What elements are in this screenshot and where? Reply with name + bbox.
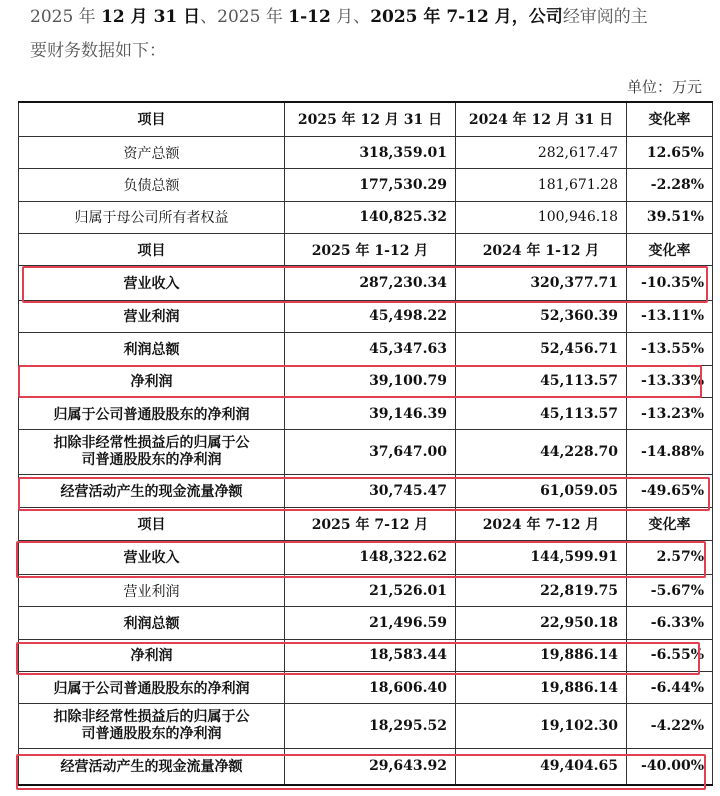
table-row [19, 201, 713, 233]
value-2024: 52,360.39 [456, 300, 627, 332]
header-item: 项目 [19, 508, 285, 540]
change-rate: -13.33% [627, 365, 713, 397]
change-rate: -14.88% [627, 430, 713, 475]
change-rate: -13.11% [627, 300, 713, 332]
change-rate: -5.67% [627, 574, 713, 606]
row-label: 负债总额 [19, 169, 285, 201]
intro-text: 、2025 年 [200, 7, 289, 27]
value-2025: 37,647.00 [285, 430, 456, 475]
section3-header-row [19, 508, 713, 540]
row-label: 归属于公司普通股股东的净利润 [19, 397, 285, 429]
value-2025: 39,100.79 [285, 365, 456, 397]
value-2024: 282,617.47 [456, 136, 627, 168]
intro-text: 月、 [330, 7, 371, 27]
value-2025: 29,643.92 [285, 748, 456, 785]
value-2025: 39,146.39 [285, 397, 456, 429]
change-rate: -10.35% [627, 266, 713, 300]
change-rate: -6.33% [627, 607, 713, 639]
intro-line-1 [30, 0, 710, 34]
row-label: 归属于母公司所有者权益 [19, 201, 285, 233]
value-2025: 18,583.44 [285, 639, 456, 671]
value-2024: 181,671.28 [456, 169, 627, 201]
row-label-line: 扣除非经常性损益后的归属于公 [53, 435, 250, 452]
header-change-rate: 变化率 [627, 102, 713, 136]
value-2024: 19,102.30 [456, 704, 627, 749]
change-rate: -2.28% [627, 169, 713, 201]
table-row [19, 704, 713, 749]
value-2025: 140,825.32 [285, 201, 456, 233]
row-label: 经营活动产生的现金流量净额 [19, 474, 285, 507]
unit-label: 单位：万元 [626, 78, 702, 96]
row-label: 利润总额 [19, 607, 285, 639]
change-rate: -40.00% [627, 748, 713, 785]
financial-data-table [18, 101, 713, 786]
table-row [19, 169, 713, 201]
value-2025: 21,526.01 [285, 574, 456, 606]
table-row [19, 607, 713, 639]
change-rate: 39.51% [627, 201, 713, 233]
row-label: 资产总额 [19, 136, 285, 168]
value-2025: 148,322.62 [285, 540, 456, 574]
value-2024: 49,404.65 [456, 748, 627, 785]
intro-text: 1-12 [288, 7, 331, 27]
value-2024: 61,059.05 [456, 474, 627, 507]
table-row [19, 365, 713, 397]
value-2024: 22,950.18 [456, 607, 627, 639]
value-2024: 144,599.91 [456, 540, 627, 574]
change-rate: 12.65% [627, 136, 713, 168]
row-label: 净利润 [19, 365, 285, 397]
row-label: 营业收入 [19, 540, 285, 574]
value-2024: 100,946.18 [456, 201, 627, 233]
table-row [19, 136, 713, 168]
change-rate: -6.55% [627, 639, 713, 671]
header-period-prior: 2024 年 1-12 月 [456, 234, 627, 266]
value-2025: 177,530.29 [285, 169, 456, 201]
intro-paragraph [30, 0, 710, 68]
header-item: 项目 [19, 234, 285, 266]
row-label: 营业利润 [19, 300, 285, 332]
row-label: 营业利润 [19, 574, 285, 606]
row-label: 利润总额 [19, 333, 285, 365]
value-2025: 18,606.40 [285, 672, 456, 704]
table-row [19, 430, 713, 475]
change-rate: -13.23% [627, 397, 713, 429]
value-2025: 45,347.63 [285, 333, 456, 365]
header-item: 项目 [19, 102, 285, 136]
value-2024: 45,113.57 [456, 365, 627, 397]
value-2024: 22,819.75 [456, 574, 627, 606]
change-rate: -6.44% [627, 672, 713, 704]
header-period-current: 2025 年 1-12 月 [285, 234, 456, 266]
header-period-current: 2025 年 12 月 31 日 [285, 102, 456, 136]
change-rate: -49.65% [627, 474, 713, 507]
header-period-prior: 2024 年 7-12 月 [456, 508, 627, 540]
table-row [19, 266, 713, 300]
value-2024: 45,113.57 [456, 397, 627, 429]
value-2025: 18,295.52 [285, 704, 456, 749]
intro-text: 12 月 31 日 [101, 7, 201, 27]
value-2025: 30,745.47 [285, 474, 456, 507]
row-label: 净利润 [19, 639, 285, 671]
table-row [19, 639, 713, 671]
intro-text: 2025 年 7-12 月，公司 [370, 7, 563, 27]
table-row [19, 748, 713, 785]
table-row [19, 333, 713, 365]
value-2025: 287,230.34 [285, 266, 456, 300]
table-row [19, 672, 713, 704]
value-2025: 21,496.59 [285, 607, 456, 639]
change-rate: -13.55% [627, 333, 713, 365]
row-label-line: 司普通股股东的净利润 [81, 726, 222, 743]
section2-header-row [19, 234, 713, 266]
change-rate: -4.22% [627, 704, 713, 749]
row-label [19, 704, 285, 749]
intro-line-2: 要财务数据如下： [30, 41, 166, 61]
row-label: 营业收入 [19, 266, 285, 300]
header-period-current: 2025 年 7-12 月 [285, 508, 456, 540]
value-2025: 45,498.22 [285, 300, 456, 332]
row-label: 经营活动产生的现金流量净额 [19, 748, 285, 785]
value-2024: 320,377.71 [456, 266, 627, 300]
table-row [19, 574, 713, 606]
value-2024: 44,228.70 [456, 430, 627, 475]
value-2025: 318,359.01 [285, 136, 456, 168]
header-change-rate: 变化率 [627, 234, 713, 266]
intro-text: 经审阅的主 [562, 7, 648, 27]
table-row [19, 474, 713, 507]
row-label-line: 司普通股股东的净利润 [81, 452, 222, 469]
table-row [19, 540, 713, 574]
header-period-prior: 2024 年 12 月 31 日 [456, 102, 627, 136]
value-2024: 52,456.71 [456, 333, 627, 365]
intro-text: 2025 年 [30, 7, 102, 27]
change-rate: 2.57% [627, 540, 713, 574]
value-2024: 19,886.14 [456, 672, 627, 704]
value-2024: 19,886.14 [456, 639, 627, 671]
row-label-line: 扣除非经常性损益后的归属于公 [53, 709, 250, 726]
row-label: 归属于公司普通股股东的净利润 [19, 672, 285, 704]
row-label [19, 430, 285, 475]
table-row [19, 300, 713, 332]
header-change-rate: 变化率 [627, 508, 713, 540]
section1-header-row [19, 102, 713, 136]
table-row [19, 397, 713, 429]
